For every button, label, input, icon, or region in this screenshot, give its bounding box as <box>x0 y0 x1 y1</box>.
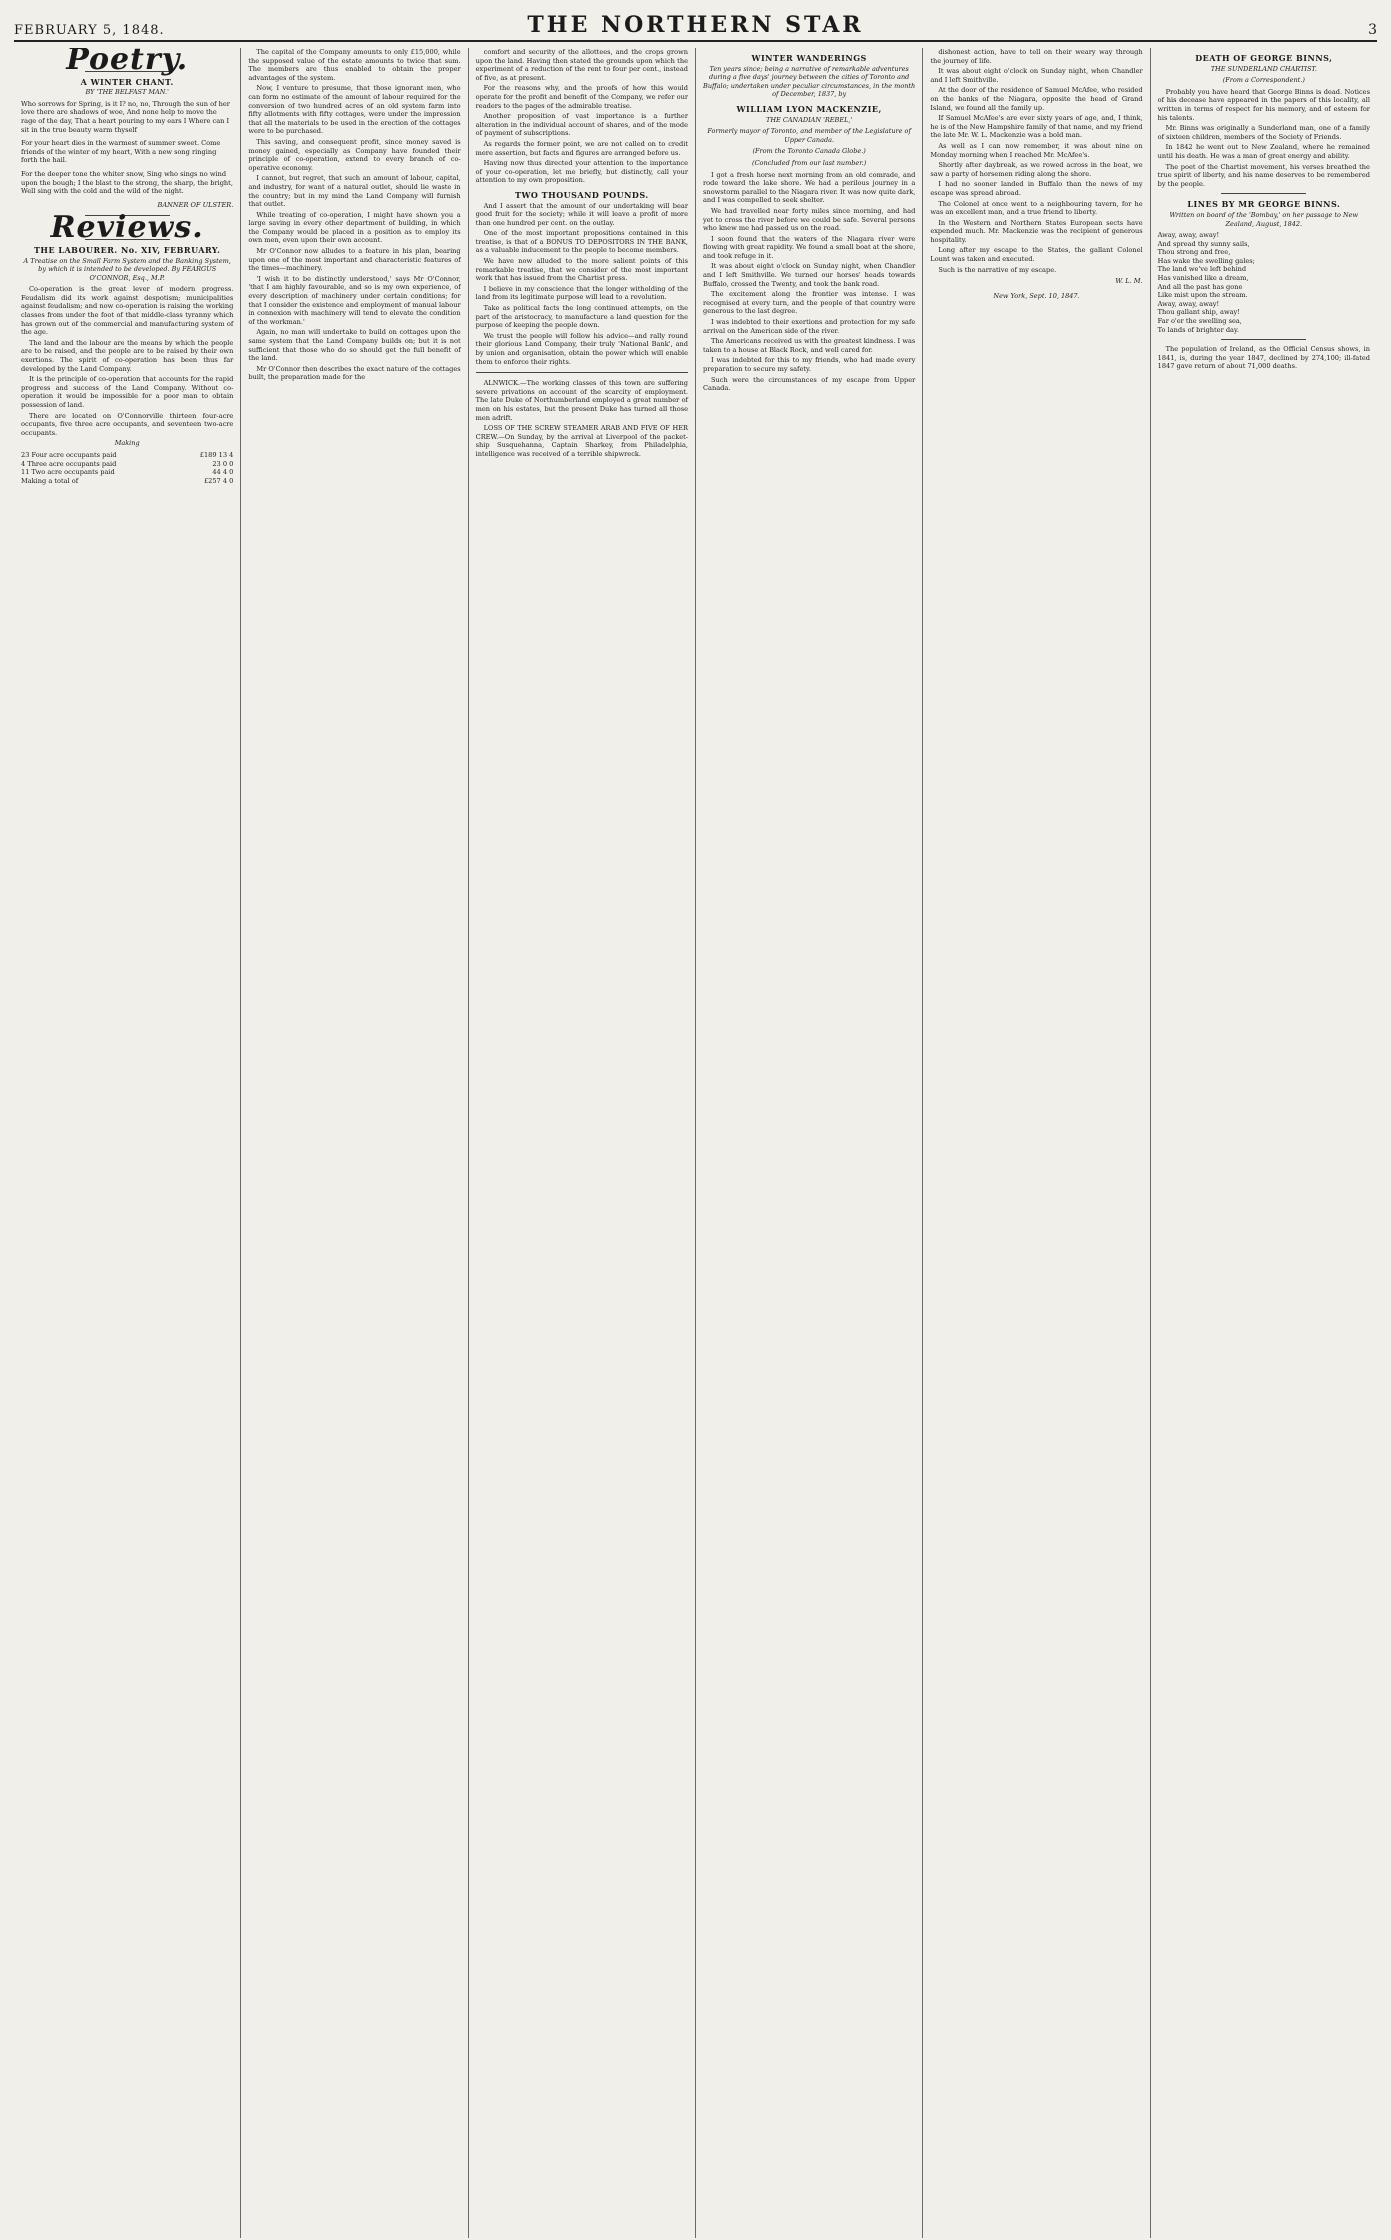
table-row <box>21 477 233 486</box>
article-paragraph: And I assert that the amount of our undertaking will bear good fruit for the society; while it will leave a profit of more than one hundred per cent. on the outlay. <box>475 201 688 227</box>
article-paragraph: Mr O'Connor now alludes to a feature in his plan, bearing upon one of the most important and characteristic features of the times—machinery. <box>248 247 461 273</box>
row-label: Making a total of <box>21 476 79 485</box>
poem-signature: BANNER OF ULSTER. <box>157 200 234 209</box>
article-paragraph: Long after my escape to the States, the gallant Colonel Lount was taken and executed. <box>930 246 1143 264</box>
article-paragraph: 'I wish it to be distinctly understood,' says Mr O'Connor, 'that I am highly favourable, and so is my own experience, of every description of machinery under certain conditions; for that I consider the existence and employment of manual labour in connexion with machinery will tend to elevate the condition of the workman.' <box>248 274 461 326</box>
verse-line: Thou gallant ship, away! <box>1157 308 1240 317</box>
row-value: 23 0 0 <box>212 459 234 468</box>
subheading: TWO THOUSAND POUNDS. <box>514 189 649 200</box>
article-paragraph: The capital of the Company amounts to only £15,000, while the supposed value of the estate amounts to twice that sum. The members are thus enabled to obtain the proper advantages of the system. <box>248 48 461 82</box>
table-row <box>21 468 233 477</box>
column-1 <box>14 48 241 2238</box>
continuation-note: (Concluded from our last number.) <box>752 158 867 167</box>
article-paragraph: The Colonel at once went to a neighbouring tavern, for he was an excellent man, and a true friend to liberty. <box>930 199 1143 217</box>
verse-line: Thou strong and free, <box>1157 248 1231 257</box>
row-value: £257 4 0 <box>203 476 234 485</box>
article-paragraph: It was about eight o'clock on Sunday night, when Chandler and I left Smithville. <box>930 67 1143 84</box>
column-4 <box>696 48 923 2238</box>
review-heading: THE LABOURER. No. XIV, FEBRUARY. <box>33 244 221 255</box>
column-2 <box>241 48 468 2238</box>
author-title: THE CANADIAN 'REBEL,' <box>766 115 853 124</box>
article-paragraph: Mr. Binns was originally a Sunderland man, one of a family of sixteen children, members of the Society of Friends. <box>1157 124 1370 141</box>
article-paragraph: The poet of the Chartist movement, his verses breathed the true spirit of liberty, and his name deserves to be remembered by the people. <box>1157 162 1370 188</box>
article-heading: DEATH OF GEORGE BINNS, <box>1195 53 1333 63</box>
row-value: £189 13 4 <box>199 450 234 459</box>
verse-line: Away, away, away! <box>1157 299 1220 308</box>
review-paragraph: There are located on O'Connorville thirteen four-acre occupants, five three acre occupants, and seventeen two-acre occupants. <box>21 411 234 437</box>
review-paragraph: The land and the labour are the means by which the people are to be raised, and the people are to be raised by their own exertions. The spirit of co-operation has been thus far developed by the Land Company. <box>21 338 234 373</box>
row-label: 23 Four acre occupants paid <box>21 450 117 459</box>
row-label: 11 Two acre occupants paid <box>21 468 115 477</box>
verses-body <box>1158 231 1370 334</box>
article-paragraph: In the Western and Northern States European sects have expended much. Mr. Mackenzie was the recipient of generous hospitality. <box>930 218 1143 244</box>
verse-line: And all the past has gone <box>1157 282 1243 291</box>
stats-paragraph: The population of Ireland, as the Official Census shows, in 1841, is, during the year 1847, declined by 274,100; ill-fated 1847 gave return of about 71,000 deaths. <box>1157 345 1370 371</box>
article-paragraph: Now, I venture to presume, that those ignorant men, who can form no estimate of the amount of labour required for the conversion of two hundred acres of an old system farm into fifty allotments with fifty cottages, were under the impression that all the materials to be used in the erection of the cottages were to be purchased. <box>248 84 461 136</box>
author-description: Formerly mayor of Toronto, and member of the Legislature of Upper Canada. <box>707 127 911 144</box>
article-paragraph: Again, no man will undertake to build on cottages upon the same system that the Land Company builds on; but it is not sufficient that those who do so should get the full benefit of the land. <box>248 328 461 363</box>
verse-line: Like mist upon the stream. <box>1157 291 1248 300</box>
article-paragraph: In 1842 he went out to New Zealand, where he remained until his death. He was a man of great energy and ability. <box>1157 143 1370 160</box>
article-paragraph: I was indebted to their exertions and protection for my safe arrival on the American side of the river. <box>702 318 916 335</box>
article-paragraph: The excitement along the frontier was intense. I was recognised at every turn, and the people of that country were generous to the last degree. <box>702 290 916 316</box>
source-note: (From the Toronto Canada Globe.) <box>752 147 866 156</box>
article-paragraph: We had travelled near forty miles since morning, and had yet to cross the river before we could be safe. Several persons who knew me had passed us on the road. <box>702 206 916 233</box>
column-3 <box>469 48 696 2238</box>
article-subheading: THE SUNDERLAND CHARTIST. <box>1210 64 1317 73</box>
article-paragraph: I cannot, but regret, that such an amount of labour, capital, and industry, for want of a natural outlet, should lie waste in the country; but in my mind the Land Company will furnish that outlet. <box>248 174 461 209</box>
article-paragraph: We trust the people will follow his advice—and rally round their glorious Land Company, their truly 'National Bank', and by union and organisation, obtain the power which will enable them to enforce their rights. <box>475 331 688 366</box>
article-paragraph: Take as political facts the long continued attempts, on the part of the aristocracy, to manufacture a land question for the purpose of keeping the people down. <box>475 304 688 330</box>
review-paragraph: Co-operation is the great lever of modern progress. Feudalism did its work against despotism; municipalities against feudalism; and now co-operation is raising the working classes from under the foot of that middle-class tyranny which has grown out of the commercial and manufacturing system of the age. <box>21 285 234 337</box>
divider <box>1221 339 1306 340</box>
verse-line: And spread thy sunny sails, <box>1157 239 1250 248</box>
article-subheading: Ten years since; being a narrative of remarkable adventures during a five days' journey between the cities of Toronto and Buffalo; undertaken under peculiar circumstances, in the month of December, 1837, by <box>703 64 916 99</box>
column-6 <box>1151 48 1377 2238</box>
poem-stanza: Who sorrows for Spring, is it I? no, no, Through the sun of her love there are shadows of woe, And none help to move the rage of the day, That a heart pouring to my ears I Where can I sit in the true beauty warm thyself <box>21 99 230 134</box>
poem-byline: BY 'THE BELFAST MAN.' <box>85 88 169 97</box>
article-paragraph: It was about eight o'clock on Sunday night, when Chandler and I left Smithville. We turned our horses' heads towards Buffalo, crossed the Twenty, and took the bank road. <box>702 262 916 288</box>
verse-line: The land we've left behind <box>1157 265 1247 274</box>
article-paragraph: Such were the circumstances of my escape from Upper Canada. <box>702 375 916 393</box>
news-item: LOSS OF THE SCREW STEAMER ARAB AND FIVE OF HER CREW.—On Sunday, by the arrival at Liverpool of the packet-ship Susquehanna, Captain Sharkey, from Philadelphia, intelligence was received of a terrible shipwreck. <box>475 424 688 458</box>
article-paragraph: Shortly after daybreak, as we rowed across in the boat, we saw a party of horsemen riding along the shore. <box>930 161 1143 178</box>
table-row <box>21 460 233 469</box>
poem-stanza: For your heart dies in the warmest of summer sweet. Come friends of the winter of my heart, With a new song ringing forth the hail. <box>21 139 221 165</box>
article-paragraph: Such is the narrative of my escape. <box>938 265 1057 274</box>
poem-stanza: For the deeper tone the whiter snow, Sing who sings no wind upon the bough; I the blast to the strong, the sharp, the bright, Well sing with the cold and the wild of the night. <box>21 169 233 196</box>
article-paragraph: The Americans received us with the greatest kindness. I was taken to a house at Black Rock, and well cared for. <box>702 337 916 354</box>
article-paragraph: At the door of the residence of Samuel McAfee, who resided on the banks of the Niagara, opposite the head of Grand Island, we found all the family up. <box>930 86 1143 112</box>
divider <box>476 372 688 373</box>
article-paragraph: As well as I can now remember, it was about nine on Monday morning when I reached Mr. McAfee's. <box>930 141 1143 159</box>
article-signature: W. L. M. <box>1115 277 1143 286</box>
article-paragraph: Another proposition of vast importance is a further alteration in the individual account of shares, and of the mode of payment of subscriptions. <box>475 112 688 138</box>
verse-line: To lands of brighter day. <box>1157 325 1239 334</box>
verse-line: Far o'er the swelling sea, <box>1157 317 1242 326</box>
poem-body <box>21 100 233 196</box>
author-name: WILLIAM LYON MACKENZIE, <box>736 103 882 114</box>
review-paragraph: It is the principle of co-operation that accounts for the rapid progress and success of the Land Company. Without co-operation it would be impossible for a poor man to obtain possession of land. <box>21 375 234 409</box>
divider <box>1221 193 1306 194</box>
article-heading: WINTER WANDERINGS <box>751 53 867 63</box>
article-paragraph: Probably you have heard that George Binns is dead. Notices of his decease have appeared in the papers of this locality, all written in terms of respect for his memory, and of esteem for his talents. <box>1157 87 1370 122</box>
poetry-section-title: Poetry. <box>66 48 189 77</box>
newspaper-title: THE NORTHERN STAR <box>527 12 864 38</box>
reviews-section-title: Reviews. <box>50 210 204 246</box>
verse-line: Away, away, away! <box>1157 231 1220 240</box>
issue-date: FEBRUARY 5, 1848. <box>14 23 165 38</box>
article-paragraph: If Samuel McAfee's are ever sixty years of age, and, I think, he is of the New Hampshire family of that name, and my friend the late Mr. W. L. Mackenzie was a bold man. <box>930 114 1143 140</box>
article-paragraph: I had no sooner landed in Buffalo than the news of my escape was spread abroad. <box>930 180 1143 197</box>
article-paragraph: dishonest action, have to tell on their weary way through the journey of life. <box>930 48 1143 65</box>
table-caption: Making <box>114 439 140 448</box>
news-item: ALNWICK.—The working classes of this town are suffering severe privations on account of the scarcity of employment. The late Duke of Northumberland employed a great number of men on his estates, but the present Duke has turned all those men adrift. <box>475 379 688 422</box>
article-paragraph: I believe in my conscience that the longer witholding of the land from its legitimate purpose will lead to a revolution. <box>475 284 688 302</box>
article-paragraph: Having now thus directed your attention to the importance of your co-operation, let me briefly, but distinctly, call your attention to my own proposition. <box>475 159 688 185</box>
verse-line: Has wake the swelling gales; <box>1157 256 1255 265</box>
source-note: (From a Correspondent.) <box>1222 76 1305 85</box>
dateline: New York, Sept. 10, 1847. <box>993 291 1080 300</box>
article-paragraph: For the reasons why, and the proofs of how this would operate for the profit and benefit of the Company, we refer our readers to the pages of the admirable treatise. <box>475 84 688 110</box>
masthead <box>14 10 1377 42</box>
verses-subheading: Written on board of the 'Bombay,' on her passage to New Zealand, August, 1842. <box>1169 210 1359 228</box>
verses-heading: LINES BY MR GEORGE BINNS. <box>1187 199 1341 210</box>
article-paragraph: comfort and security of the allottees, and the crops grown upon the land. Having then stated the grounds upon which the experiment of a reduction of the rent to four per cent., instead of five, as at present. <box>475 48 688 82</box>
article-paragraph: I soon found that the waters of the Niagara river were flowing with great rapidity. We found a small boat at the shore, and took refuge in it. <box>702 234 916 260</box>
article-paragraph: Mr O'Connor then describes the exact nature of the cottages built, the preparation made for the <box>248 364 461 382</box>
article-paragraph: I got a fresh horse next morning from an old comrade, and rode toward the lake shore. We had a perilous journey in a snowstorm parallel to the Niagara river. It was now quite dark, and I was compelled to seek shelter. <box>702 170 916 205</box>
table-row <box>21 451 233 460</box>
article-paragraph: This saving, and consequent profit, since money saved is money gained, especially as Company have founded their principle of co-operation, extend to every branch of co-operative economy. <box>248 137 461 172</box>
article-paragraph: One of the most important propositions contained in this treatise, is that of a BONUS TO DEPOSITORS IN THE BANK, as a valuable inducement to the people to become members. <box>475 229 688 255</box>
row-label: 4 Three acre occupants paid <box>21 459 117 468</box>
review-subheading: A Treatise on the Small Farm System and the Banking System, by which it is intended to be developed. By FEARGUS O'CONNOR, Esq., M.P. <box>23 256 231 282</box>
poem-title: A WINTER CHANT. <box>80 76 174 87</box>
column-5 <box>923 48 1150 2238</box>
article-paragraph: I was indebted for this to my friends, who had made every preparation to secure my safety. <box>702 356 916 373</box>
article-paragraph: While treating of co-operation, I might have shown you a large saving in every other department of building, in which the Company would be placed in a position as to employ its own men, even upon their own account. <box>248 210 461 245</box>
article-paragraph: As regards the former point, we are not called on to credit mere assertion, but facts and figures are arranged before us. <box>475 139 688 157</box>
page-number: 3 <box>1368 22 1377 38</box>
row-value: 44 4 0 <box>212 468 234 477</box>
article-paragraph: We have now alluded to the more salient points of this remarkable treatise, that we consider of the most important work that has issued from the Chartist press. <box>475 257 688 283</box>
verse-line: Has vanished like a dream, <box>1157 274 1249 283</box>
